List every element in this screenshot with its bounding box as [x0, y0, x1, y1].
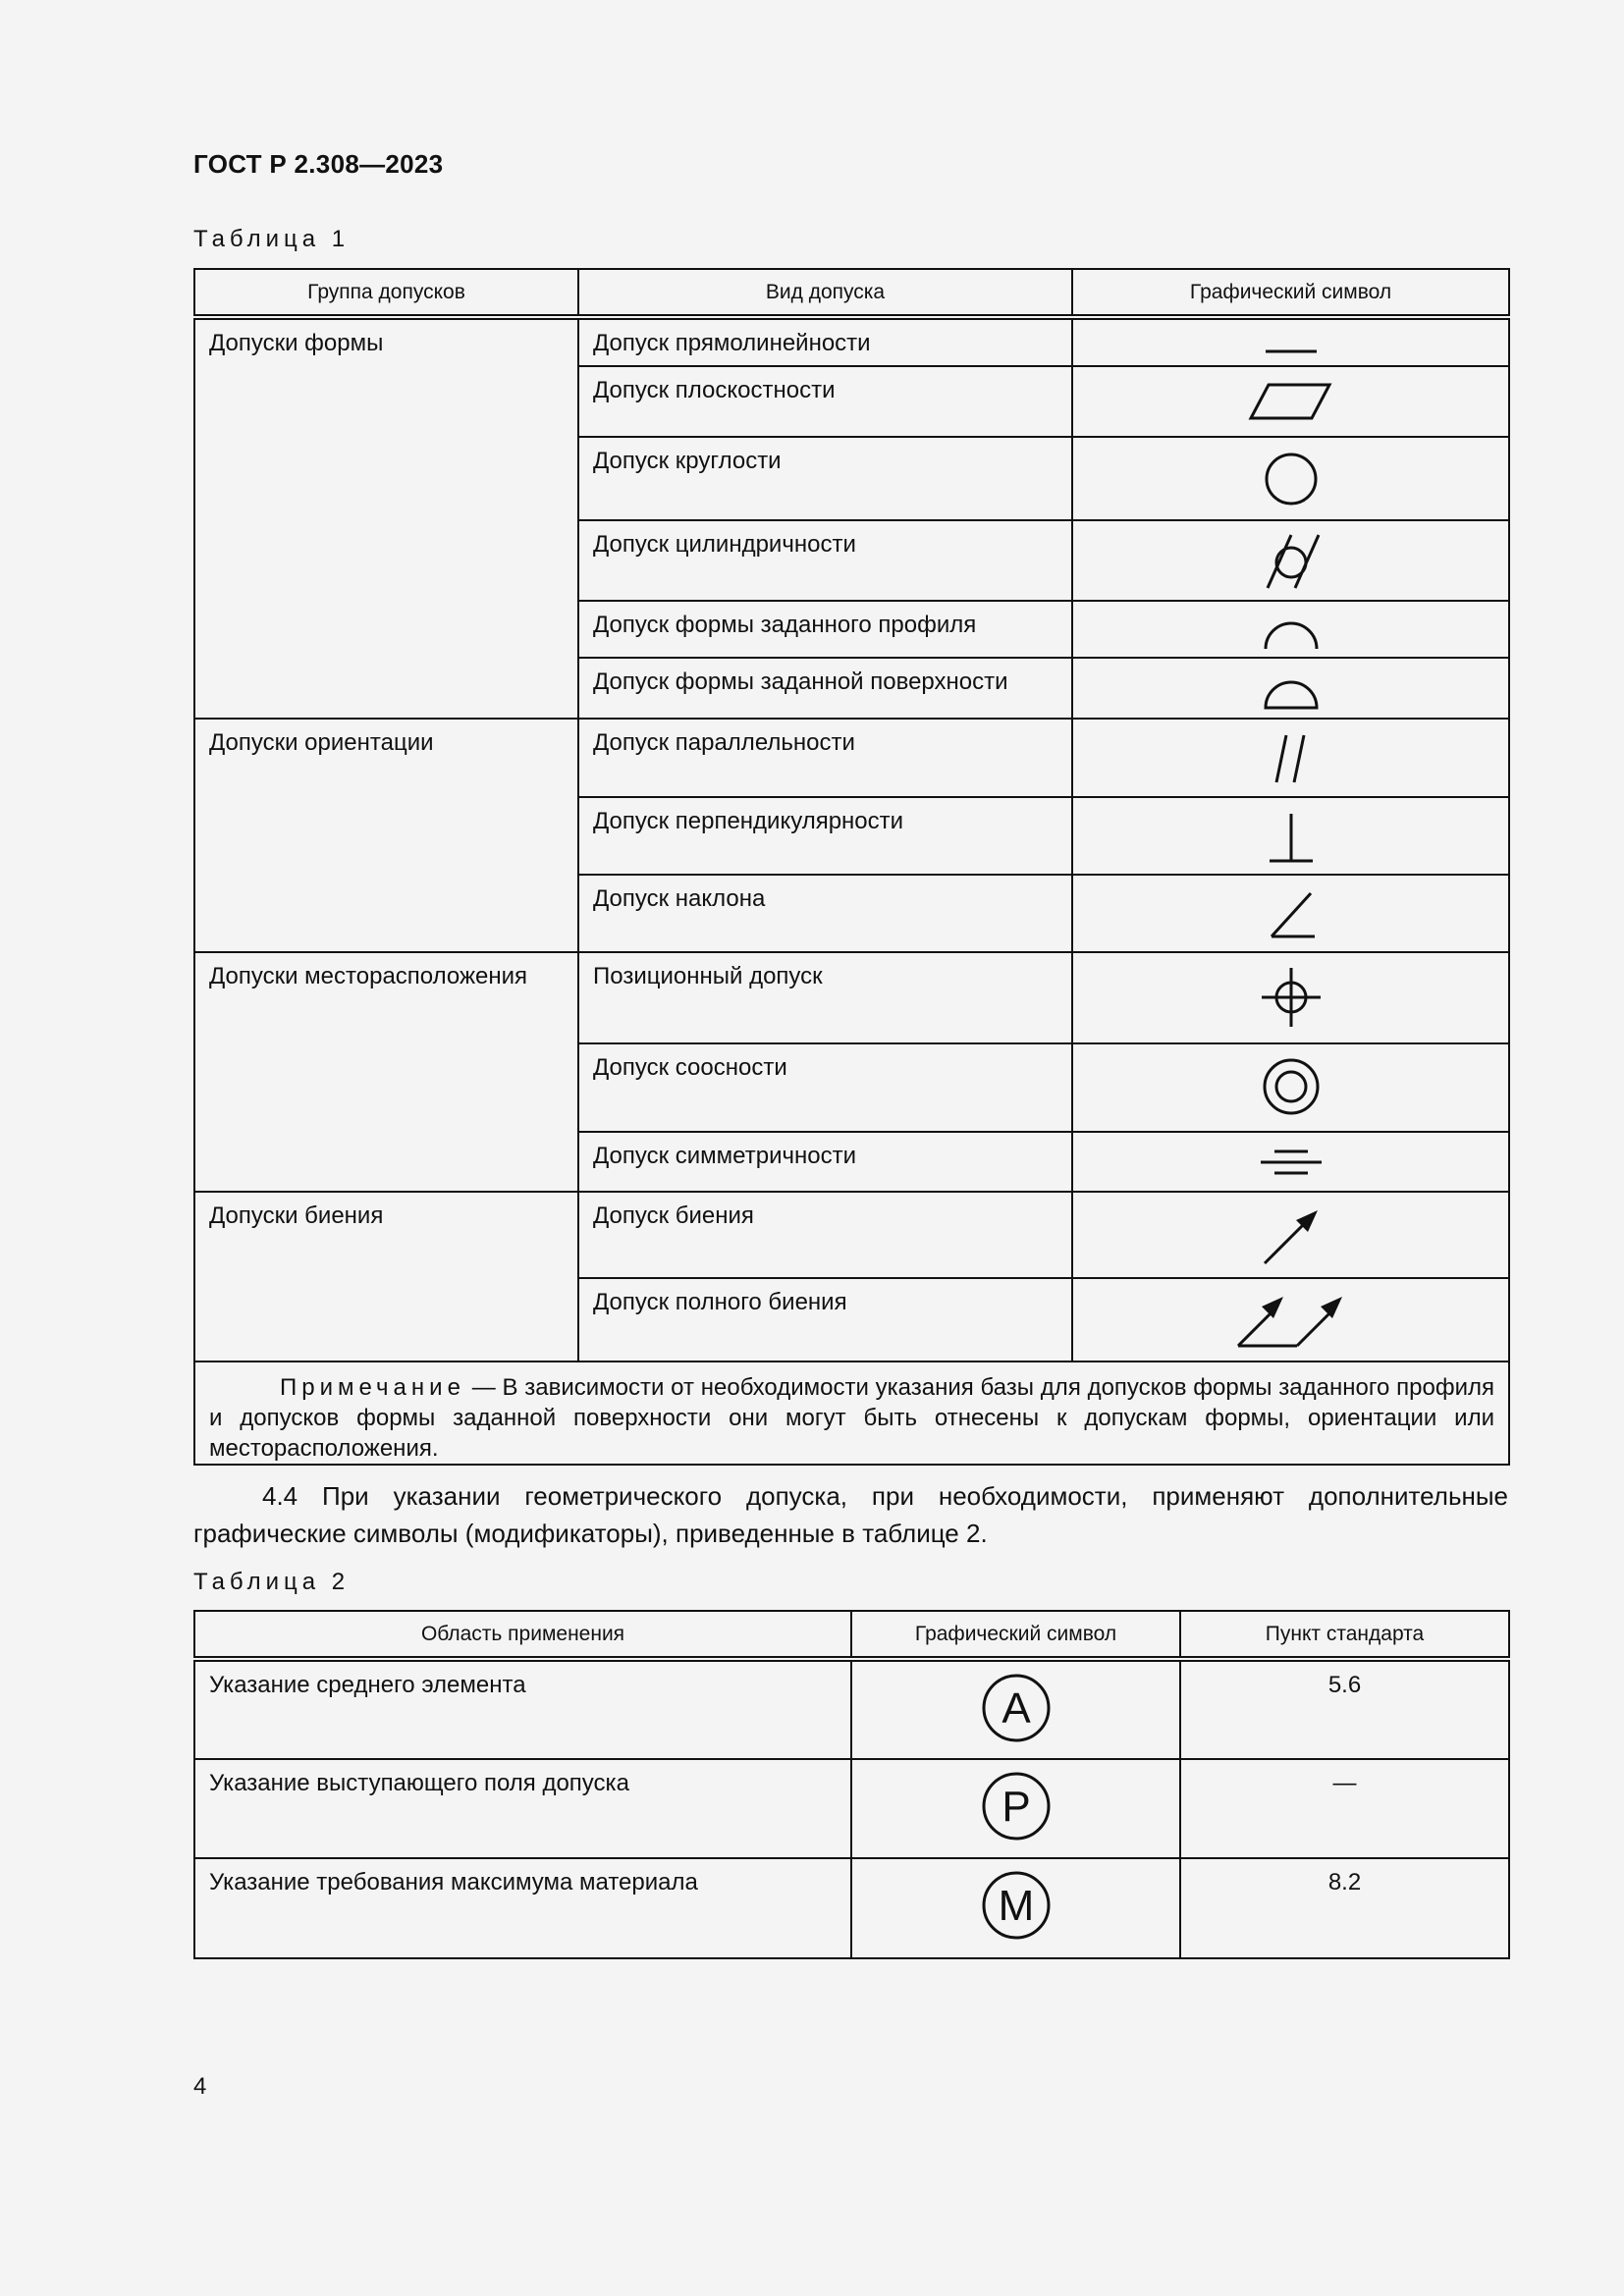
- tolerance-type-cell: Допуск круглости: [578, 437, 1072, 520]
- symbol-cell: [1072, 658, 1509, 719]
- cylindricity-icon: [1252, 531, 1330, 594]
- symbol-cell: [1072, 875, 1509, 952]
- symbol-cell: [1072, 719, 1509, 797]
- table1-caption: Таблица 1: [193, 226, 351, 252]
- table-row: [194, 1659, 1509, 1759]
- straightness-icon: [1262, 330, 1321, 359]
- tolerance-type-cell: Допуск формы заданного профиля: [578, 601, 1072, 658]
- table-row: [194, 1192, 1509, 1278]
- paragraph-4-4: [193, 1477, 1508, 1552]
- tolerance-type-cell: Допуск перпендикулярности: [578, 797, 1072, 875]
- tolerance-type-cell: Допуск соосности: [578, 1043, 1072, 1132]
- table-row: [194, 317, 1509, 366]
- clause-cell: —: [1180, 1759, 1509, 1858]
- area-cell: Указание выступающего поля допуска: [194, 1759, 851, 1858]
- profile-line-icon: [1260, 612, 1323, 655]
- tolerance-type-cell: Допуск цилиндричности: [578, 520, 1072, 601]
- symbol-cell: [1072, 1278, 1509, 1362]
- paragraph-text: 4.4 При указании геометрического допуска, при необходимости, применяют дополнительные графические символы (модификаторы), приведенные в таблице 2.: [193, 1481, 1508, 1548]
- tolerance-symbols-table: [193, 268, 1510, 1466]
- circled-letter: P: [1001, 1783, 1031, 1831]
- tolerance-type-cell: Допуск параллельности: [578, 719, 1072, 797]
- concentricity-icon: [1259, 1054, 1324, 1119]
- tolerance-type-cell: Позиционный допуск: [578, 952, 1072, 1043]
- symbol-cell: [1072, 317, 1509, 366]
- clause-cell: 8.2: [1180, 1858, 1509, 1958]
- table-row: [194, 1759, 1509, 1858]
- tolerance-type-cell: Допуск симметричности: [578, 1132, 1072, 1192]
- document-header: ГОСТ Р 2.308—2023: [193, 149, 444, 179]
- modifier-symbols-table: [193, 1610, 1510, 1959]
- tolerance-type-cell: Допуск плоскостности: [578, 366, 1072, 437]
- symbol-cell: [1072, 437, 1509, 520]
- column-header-symbol: Графический символ: [851, 1611, 1180, 1659]
- note-label: Примечание: [280, 1374, 465, 1401]
- column-header-area: Область применения: [194, 1611, 851, 1659]
- area-cell: Указание среднего элемента: [194, 1659, 851, 1759]
- area-cell: Указание требования максимума материала: [194, 1858, 851, 1958]
- symbol-cell: [1072, 1132, 1509, 1192]
- symbol-cell: [1072, 520, 1509, 601]
- circular-runout-icon: [1257, 1202, 1326, 1271]
- tolerance-type-cell: Допуск полного биения: [578, 1278, 1072, 1362]
- circularity-icon: [1260, 448, 1323, 510]
- column-header-symbol: Графический символ: [1072, 269, 1509, 317]
- symmetry-icon: [1257, 1143, 1326, 1182]
- perpendicularity-icon: [1262, 808, 1321, 867]
- flatness-icon: [1247, 377, 1335, 426]
- symbol-cell: [1072, 1192, 1509, 1278]
- table-note: [194, 1362, 1509, 1465]
- column-header-clause: Пункт стандарта: [1180, 1611, 1509, 1659]
- table-row: [194, 952, 1509, 1043]
- table2-caption: Таблица 2: [193, 1569, 351, 1595]
- position-icon: [1257, 963, 1326, 1032]
- table-note-row: [194, 1362, 1509, 1465]
- tolerance-type-cell: Допуск наклона: [578, 875, 1072, 952]
- column-header-type: Вид допуска: [578, 269, 1072, 317]
- circled-letter: M: [998, 1882, 1034, 1930]
- page-number: 4: [193, 2073, 207, 2100]
- total-runout-icon: [1232, 1289, 1350, 1354]
- group-cell: Допуски ориентации: [194, 719, 578, 952]
- note-text: — В зависимости от необходимости указания базы для допусков формы заданного профиля и допусков формы заданной поверхности они могут быть отнесены к допускам формы, ориентации или месторасположения.: [209, 1374, 1494, 1462]
- table-row: [194, 1858, 1509, 1958]
- symbol-cell: [1072, 797, 1509, 875]
- table-row: [194, 719, 1509, 797]
- circled-letter: A: [1001, 1684, 1031, 1733]
- symbol-cell: [1072, 366, 1509, 437]
- symbol-cell: [1072, 1043, 1509, 1132]
- column-header-group: Группа допусков: [194, 269, 578, 317]
- clause-cell: 5.6: [1180, 1659, 1509, 1759]
- symbol-cell: [851, 1659, 1180, 1759]
- symbol-cell: [851, 1858, 1180, 1958]
- circled-m-icon: [980, 1869, 1053, 1942]
- symbol-cell: [1072, 952, 1509, 1043]
- profile-surface-icon: [1260, 668, 1323, 714]
- group-cell: Допуски биения: [194, 1192, 578, 1362]
- tolerance-type-cell: Допуск прямолинейности: [578, 317, 1072, 366]
- parallelism-icon: [1267, 729, 1316, 788]
- group-cell: Допуски месторасположения: [194, 952, 578, 1192]
- tolerance-type-cell: Допуск биения: [578, 1192, 1072, 1278]
- angularity-icon: [1262, 885, 1321, 944]
- tolerance-type-cell: Допуск формы заданной поверхности: [578, 658, 1072, 719]
- symbol-cell: [1072, 601, 1509, 658]
- circled-p-icon: [980, 1770, 1053, 1842]
- group-cell: Допуски формы: [194, 317, 578, 719]
- symbol-cell: [851, 1759, 1180, 1858]
- circled-a-icon: [980, 1672, 1053, 1744]
